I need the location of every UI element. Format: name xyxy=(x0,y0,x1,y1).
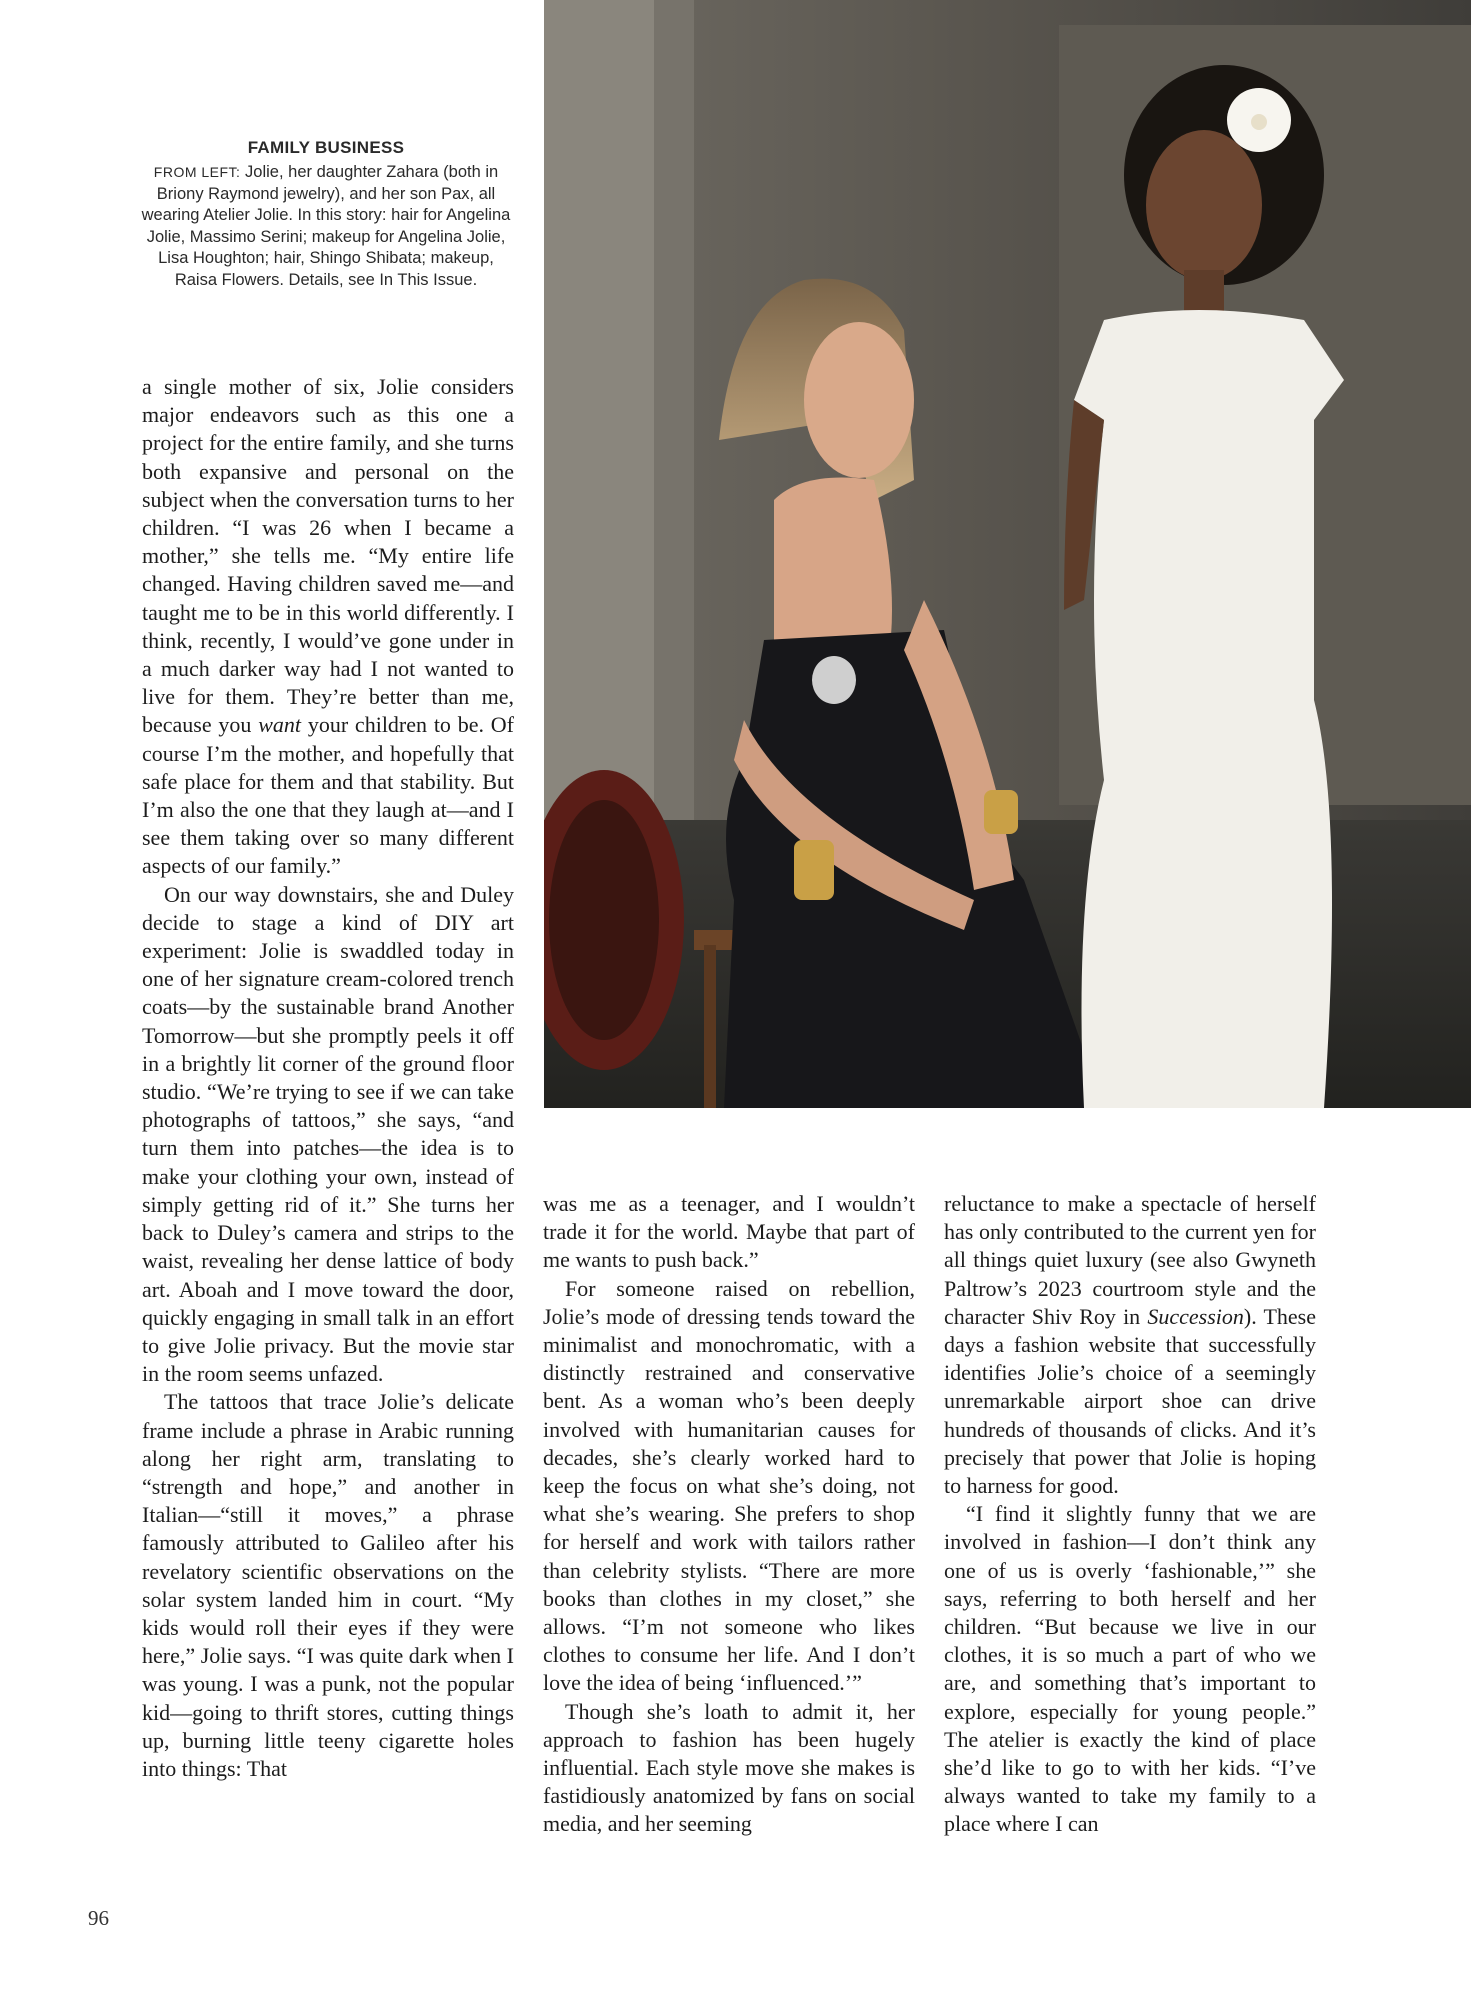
article-column-1 xyxy=(142,373,514,1783)
photo-illustration xyxy=(544,0,1471,1108)
caption-body: Jolie, her daughter Zahara (both in Briony Raymond jewelry), and her son Pax, all wearing Atelier Jolie. In this story: hair for Angelina Jolie, Massimo Serini; makeup for Angelina Jolie, Lisa Houghton; hair, Shingo Shibata; makeup, Raisa Flowers. Details, see In This Issue. xyxy=(141,163,511,289)
gold-cuff xyxy=(794,840,834,900)
gold-bracelet xyxy=(984,790,1018,834)
caption-text xyxy=(140,162,512,291)
woman-face xyxy=(804,322,914,478)
photo-caption xyxy=(140,138,512,291)
paragraph: was me as a teenager, and I wouldn’t trade it for the world. Maybe that part of me wants to push back.” xyxy=(543,1191,915,1273)
text-run: ). These days a fashion website that successfully identifies Jolie’s choice of a seemingly unremarkable airport shoe can drive hundreds of thousands of clicks. And it’s precisely that power that Jolie is hoping to harness for good. xyxy=(944,1303,1316,1499)
portrait-photo xyxy=(544,0,1471,1108)
paragraph: “I find it slightly funny that we are involved in fashion—I don’t think any one of us is overly ‘fashionable,’” she says, referring to both herself and her children. “But because we live in our clothes, it is so much a part of who we are, and something that’s important to explore, especially for young people.” The atelier is exactly the kind of place she’d like to go to with her kids. “I’ve always wanted to take my family to a place where I can xyxy=(944,1501,1316,1837)
page-number: 96 xyxy=(88,1906,109,1930)
caption-lead: FROM LEFT: xyxy=(153,164,241,180)
emphasis: Succession xyxy=(1147,1303,1244,1329)
paragraph: The tattoos that trace Jolie’s delicate frame include a phrase in Arabic running along her right arm, translating to “strength and hope,” and another in Italian—“still it moves,” a phrase famously attributed to Galileo after his revelatory scientific observations on the solar system landed him in court. “My kids would roll their eyes if they were here,” Jolie says. “I was quite dark when I was young. I was a punk, not the popular kid—going to thrift stores, cutting things up, burning little teeny cigarette holes into things: That xyxy=(142,1389,514,1781)
text-run: a single mother of six, Jolie considers major endeavors such as this one a project for the entire family, and she turns both expansive and personal on the subject when the conversation turns to her children. “I was 26 when I became a mother,” she tells me. “My entire life changed. Having children saved me—and taught me to be in this world differently. I think, recently, I would’ve gone under in a much darker way had I not wanted to live for them. They’re better than me, because you xyxy=(142,374,514,738)
caption-title: FAMILY BUSINESS xyxy=(247,138,405,157)
paragraph: For someone raised on rebellion, Jolie’s mode of dressing tends toward the minimalist and monochromatic, with a distinctly restrained and conservative bent. As a woman who’s been deeply involved with humanitarian causes for decades, she’s clearly worked hard to keep the focus on what she’s doing, not what she’s wearing. She prefers to shop for herself and work with tailors rather than celebrity stylists. “There are more books than clothes in my closet,” she allows. “I’m not someone who likes clothes to consume her life. And I don’t love the idea of being ‘influenced.’” xyxy=(543,1275,915,1696)
girl-white-dress xyxy=(1074,310,1344,1108)
brooch xyxy=(812,656,856,704)
article-column-2 xyxy=(543,1190,915,1839)
paragraph: Though she’s loath to admit it, her approach to fashion has been hugely influential. Each style move she makes is fastidiously anatomized by fans on social media, and her seeming xyxy=(543,1698,915,1837)
paragraph xyxy=(944,1190,1316,1500)
paragraph: On our way downstairs, she and Duley decide to stage a kind of DIY art experiment: Jolie is swaddled today in one of her signature cream-colored trench coats—by the sustainable brand Another Tomorrow—but she promptly peels it off in a brightly lit corner of the ground floor studio. “We’re trying to see if we can take photographs of tattoos,” she says, “and turn them into patches—the idea is to make your clothing your own, instead of simply getting rid of it.” She turns her back to Duley’s camera and strips to the waist, revealing her dense lattice of body art. Aboah and I move toward the door, quickly engaging in small talk in an effort to give Jolie privacy. But the movie star in the room seems unfazed. xyxy=(142,881,514,1387)
text-run: reluctance to make a spectacle of herself has only contributed to the current yen for all things quiet luxury (see also Gwyneth Paltrow’s 2023 courtroom style and the character Shiv Roy in xyxy=(944,1191,1316,1329)
text-run: your children to be. Of course I’m the mother, and hopefully that safe place for them and that stability. But I’m also the one that they laugh at—and I see them taking over so many different aspects of our family.” xyxy=(142,712,514,879)
girl-face xyxy=(1146,130,1262,280)
emphasis: want xyxy=(258,712,302,738)
article-column-3 xyxy=(944,1190,1316,1839)
paragraph xyxy=(142,373,514,881)
